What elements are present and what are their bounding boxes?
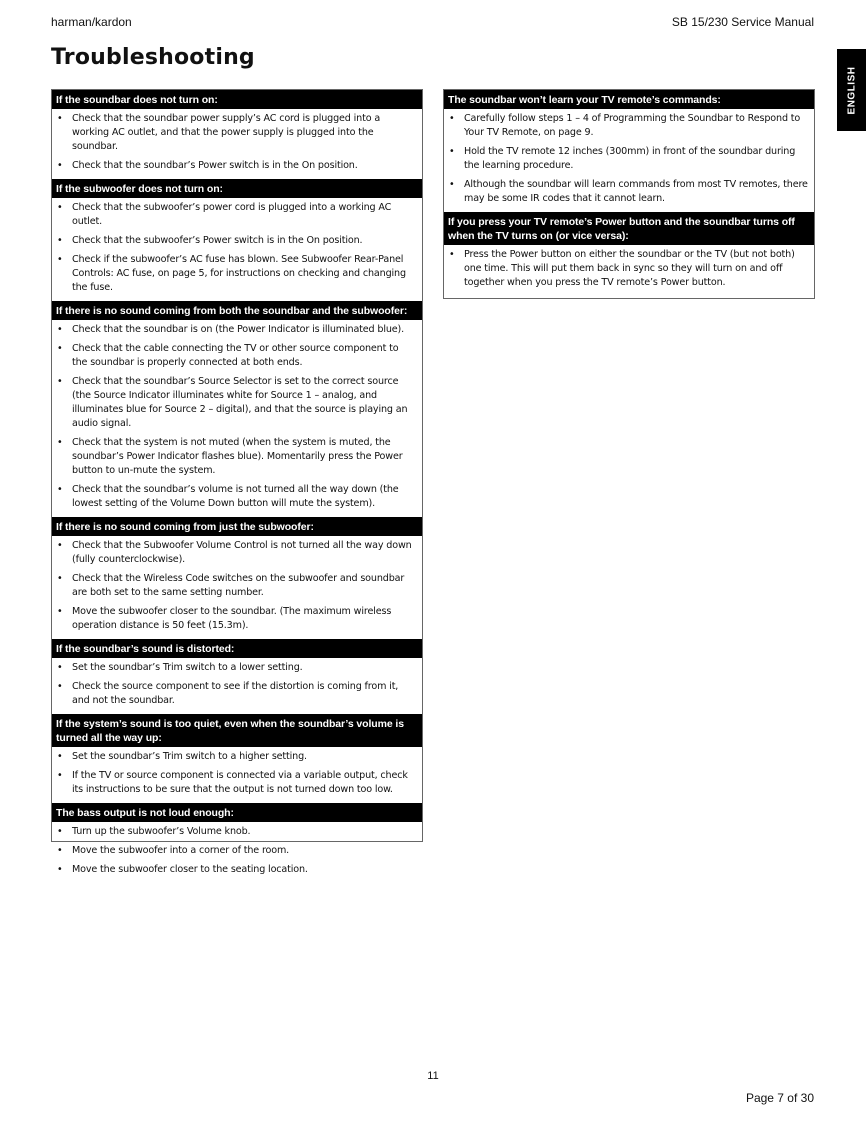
trouble-section [52, 90, 422, 179]
left-troubleshooting-column [51, 89, 423, 875]
list-item: • Check that the Subwoofer Volume Control is not turned all the way down (fully counterclockwise). [52, 539, 416, 567]
trouble-section [444, 212, 814, 296]
list-item: • Move the subwoofer closer to the soundbar. (The maximum wireless operation distance is 50 feet (15.3m). [52, 605, 416, 633]
list-item: • Press the Power button on either the soundbar or the TV (but not both) one time. This will put them back in sync so they will turn on and off together when you press the TV remote’s Power button. [444, 248, 808, 290]
right-troubleshooting-column [443, 89, 815, 299]
page-number: 11 [427, 1070, 439, 1082]
list-item: • Move the subwoofer into a corner of the room. [52, 844, 416, 858]
list-item: • If the TV or source component is connected via a variable output, check its instructions to be sure that the output is not turned down too low. [52, 769, 416, 797]
list-item: • Check that the subwoofer’s power cord is plugged into a working AC outlet. [52, 201, 416, 229]
section-heading: If the soundbar does not turn on: [52, 90, 422, 109]
list-item: • Check that the cable connecting the TV or other source component to the soundbar is properly connected at both ends. [52, 342, 416, 370]
trouble-section [52, 301, 422, 517]
brand-name: harman/kardon [51, 15, 132, 29]
list-item: • Hold the TV remote 12 inches (300mm) in front of the soundbar during the learning procedure. [444, 145, 808, 173]
list-item: • Check that the soundbar power supply’s AC cord is plugged into a working AC outlet, and that the power supply is plugged into the soundbar. [52, 112, 416, 154]
section-item-list [52, 320, 422, 517]
section-item-list [52, 747, 422, 803]
trouble-section [52, 639, 422, 714]
section-heading: If the system’s sound is too quiet, even when the soundbar’s volume is turned all the way up: [52, 714, 422, 747]
list-item: • Check that the soundbar’s volume is not turned all the way down (the lowest setting of the Volume Down button will mute the system). [52, 483, 416, 511]
section-item-list [444, 109, 814, 212]
section-item-list [52, 198, 422, 301]
language-tab-label: ENGLISH [846, 66, 858, 114]
list-item: • Check that the soundbar’s Source Selector is set to the correct source (the Source Indicator illuminates white for Source 1 – analog, and illuminates blue for Source 2 – digital), and that the source is playing an audio signal. [52, 375, 416, 431]
list-item: • Check that the soundbar is on (the Power Indicator is illuminated blue). [52, 323, 416, 337]
list-item: • Check that the Wireless Code switches on the subwoofer and soundbar are both set to the same setting number. [52, 572, 416, 600]
list-item: • Although the soundbar will learn commands from most TV remotes, there may be some IR codes that it cannot learn. [444, 178, 808, 206]
list-item: • Move the subwoofer closer to the seating location. [52, 863, 416, 877]
list-item: • Check that the subwoofer’s Power switch is in the On position. [52, 234, 416, 248]
list-item: • Check that the system is not muted (when the system is muted, the soundbar’s Power Indicator flashes blue). Momentarily press the Power button to un-mute the system. [52, 436, 416, 478]
section-item-list [52, 109, 422, 179]
list-item: • Turn up the subwoofer’s Volume knob. [52, 825, 416, 839]
section-heading: If you press your TV remote’s Power button and the soundbar turns off when the TV turns on (or vice versa): [444, 212, 814, 245]
trouble-section [52, 803, 422, 883]
section-heading: The bass output is not loud enough: [52, 803, 422, 822]
list-item: • Check that the soundbar’s Power switch is in the On position. [52, 159, 416, 173]
section-heading: If there is no sound coming from just the subwoofer: [52, 517, 422, 536]
section-heading: If there is no sound coming from both the soundbar and the subwoofer: [52, 301, 422, 320]
trouble-section [444, 90, 814, 212]
trouble-section [52, 517, 422, 639]
list-item: • Carefully follow steps 1 – 4 of Programming the Soundbar to Respond to Your TV Remote, on page 9. [444, 112, 808, 140]
trouble-section [52, 179, 422, 301]
section-item-list [52, 536, 422, 639]
section-item-list [52, 822, 422, 883]
section-heading: The soundbar won’t learn your TV remote’s commands: [444, 90, 814, 109]
section-heading: If the soundbar’s sound is distorted: [52, 639, 422, 658]
manual-title: SB 15/230 Service Manual [671, 15, 814, 29]
page-title: Troubleshooting [51, 45, 255, 70]
section-item-list [444, 245, 814, 296]
list-item: • Check if the subwoofer’s AC fuse has blown. See Subwoofer Rear-Panel Controls: AC fuse, on page 5, for instructions on checking and changing the fuse. [52, 253, 416, 295]
list-item: • Set the soundbar’s Trim switch to a higher setting. [52, 750, 416, 764]
section-heading: If the subwoofer does not turn on: [52, 179, 422, 198]
list-item: • Set the soundbar’s Trim switch to a lower setting. [52, 661, 416, 675]
language-tab [837, 49, 866, 131]
trouble-section [52, 714, 422, 803]
page-of-total: Page 7 of 30 [745, 1091, 814, 1105]
list-item: • Check the source component to see if the distortion is coming from it, and not the soundbar. [52, 680, 416, 708]
section-item-list [52, 658, 422, 714]
